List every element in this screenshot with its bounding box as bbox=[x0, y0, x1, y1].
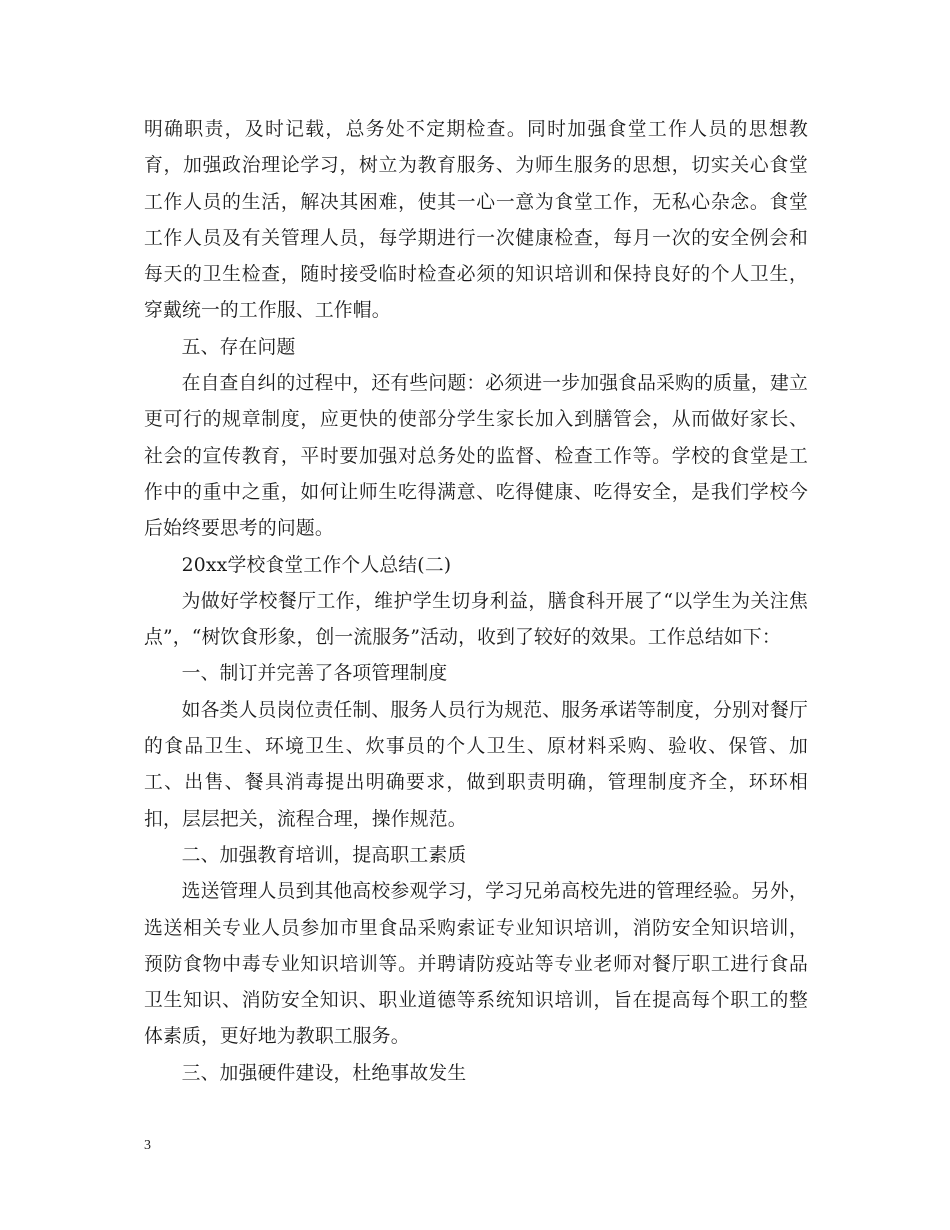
section-heading-existing-problems: 五、存在问题 bbox=[181, 336, 296, 358]
section-heading-management-systems: 一、制订并完善了各项管理制度 bbox=[181, 663, 448, 685]
paragraph-management-systems: 如各类人员岗位责任制、服务人员行为规范、服务承诺等制度，分别对餐厅的食品卫生、环境卫生、炊事员的个人卫生、原材料采购、验收、保管、加工、出售、餐具消毒提出明确要求，做到职责明确，管理制度齐全，环环相扣，层层把关，流程合理，操作规范。 bbox=[144, 699, 808, 830]
paragraph-existing-problems: 在自查自纠的过程中，还有些问题：必须进一步加强食品采购的质量，建立更可行的规章制度，应更快的使部分学生家长加入到膳管会，从而做好家长、社会的宣传教育，平时要加强对总务处的监督、检查工作等。学校的食堂是工作中的重中之重，如何让师生吃得满意、吃得健康、吃得安全，是我们学校今后始终要思考的问题。 bbox=[144, 373, 808, 540]
document-body bbox=[144, 112, 808, 1092]
paragraph-training: 选送管理人员到其他高校参观学习，学习兄弟高校先进的管理经验。另外，选送相关专业人员参加市里食品采购索证专业知识培训，消防安全知识培训，预防食物中毒专业知识培训等。并聘请防疫站等专业老师对餐厅职工进行食品卫生知识、消防安全知识、职业道德等系统知识培训，旨在提高每个职工的整体素质，更好地为教职工服务。 bbox=[144, 881, 808, 1048]
paragraph-responsibilities-continued: 明确职责，及时记载，总务处不定期检查。同时加强食堂工作人员的思想教育，加强政治理论学习，树立为教育服务、为师生服务的思想，切实关心食堂工作人员的生活，解决其困难，使其一心一意为食堂工作，无私心杂念。食堂工作人员及有关管理人员，每学期进行一次健康检查，每月一次的安全例会和每天的卫生检查，随时接受临时检查必须的知识培训和保持良好的个人卫生，穿戴统一的工作服、工作帽。 bbox=[144, 119, 808, 322]
paragraph-summary-intro: 为做好学校餐厅工作，维护学生切身利益，膳食科开展了“以学生为关注焦点”，“树饮食形象，创一流服务”活动，收到了较好的效果。工作总结如下： bbox=[144, 590, 808, 649]
section-heading-summary-two: 20xx学校食堂工作个人总结(二) bbox=[181, 554, 452, 576]
page-number: 3 bbox=[144, 1138, 151, 1153]
section-heading-hardware: 三、加强硬件建设，杜绝事故发生 bbox=[181, 1062, 467, 1084]
section-heading-training: 二、加强教育培训，提高职工素质 bbox=[181, 844, 467, 866]
